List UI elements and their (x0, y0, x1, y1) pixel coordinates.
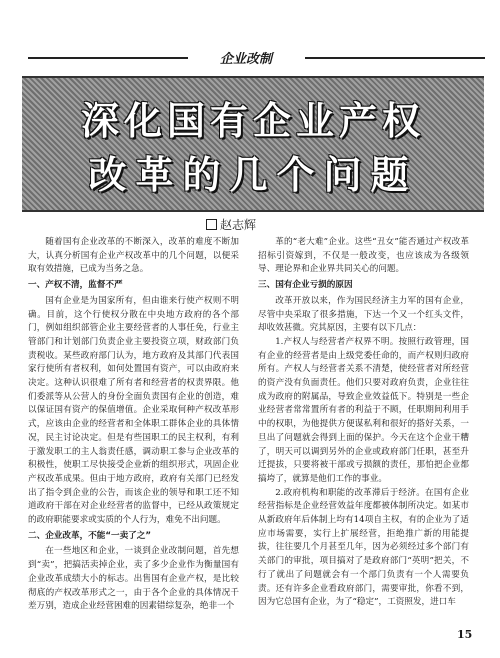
section-heading: 一、产权不清，监督不严 (28, 280, 123, 291)
section-rule-right (305, 57, 485, 59)
paragraph: 1.产权人与经营者产权界不明。按照行政管理，国有企业的经营者是由上级党委任命的，而产权则归政府所有。产权人与经营者关系不清楚，使经营者对所经营的资产没有负面责任。他们只要对政府负责，企业往往成为政府的附属品，导致企业效益低下。特别是一些企业经营者常常置所有者的利益于不顾，任职期间利用手中的权职，为他提供方便谋私利和很好的搭好关系，一旦出了问题就会得到上面的保护。今天在这个企业干糟了，明天可以调到另外的企业或政府部门任职，甚至升迁提拔，只要将被干部或亏损额的责任，那怕把企业都搞垮了，就算是他们工作的事业。 (258, 336, 469, 484)
byline-box-icon (206, 219, 217, 230)
title-banner (22, 76, 484, 212)
paragraph: 改革开放以来，作为国民经济主力军的国有企业，尽管中央采取了很多措施，下达一个又一个红头文件，却收效甚微。究其原因，主要有以下几点： (258, 295, 469, 334)
section-label: 企业改制 (219, 52, 272, 67)
paragraph: 国有企业是为国家所有，但由谁来行使产权则不明确。目前，这个行使权分散在中央地方政府的各个部门，例如组织部管企业主要经营者的人事任免，行业主管部门和计划部门负责企业主要投资立项，财政部门负责税收。某些政府部门认为，地方政府及其部门代表国家行使所有者权利，如何处置国有资产，可以由政府来决定。这种认识很难了所有者和经营者的权责界限。他们委派等从公营人的身份全面负责国有企业的创造，难以保证国有资产的保值增值。企业采取何种产权改革形式，应该由企业的经营者和全体职工群体企业的具体情况，民主讨论决定。但是有些国职工的民主权利，有利于激发职工的主人翁责任感，调动职工参与企业改革的积极性，使职工尽快接受企业新的组织形式，巩固企业产权改革成果。但由于地方政府，政府有关部门已经发出了指令到企业的公告，而该企业的领导和职工还不知道政府干部在对企业经营者的监督中，已经从政策规定的政府职能要求或实质的个人行为，难免不出问题。 (28, 295, 239, 526)
author-name: 赵志辉 (220, 218, 257, 232)
article-title-line-1: 深化国有企业产权 (80, 99, 425, 143)
section-heading: 二、企业改革，不能“一卖了之” (28, 530, 152, 541)
section-rule-left (28, 57, 188, 59)
byline (206, 216, 256, 233)
left-column (28, 236, 239, 622)
paragraph: 2.政府机构和职能的改革滞后于经济。在国有企业经营指标是企业经营效益年度都被体制所决定。如某市从新政府年后体制上均有14项自主权，有的企业为了适应市场需要，实行上扩展经营，拒绝推广新的用能提拔，往往要几个月甚至几年，因为必须经过多个部门有关部门的审批，项目搞对了是政府部门“英明”把关，不行了就出了问题就会有一个部门负责有一个人需要负责。还有许多企业看政府部门，需要审批，你看不到，因为它总国有企业，为了“稳定”，工资照发，进口车 (258, 487, 469, 608)
page-number: 15 (457, 628, 473, 641)
right-column (258, 236, 469, 622)
section-heading: 三、国有企业亏损的原因 (258, 280, 353, 291)
article-title-line-2: 改革的几个问题 (88, 153, 418, 197)
section-header (0, 46, 500, 70)
paragraph: 随着国有企业改革的不断深入，改革的难度不断加大，认真分析国有企业产权改革中的几个问题，以便采取有效措施，已成为当务之急。 (28, 237, 239, 275)
paragraph: 在一些地区和企业，一谈到企业改制问题，首先想到“卖”，把搞活卖掉企业，卖了多少企业作为衡量国有企业改革成绩大小的标志。出售国有企业产权，是比较彻底的产权改革形式之一，由于各个企业的具体情况千差万别，造成企业经营困难的因素错综复杂，绝非一个 (28, 546, 239, 612)
paragraph: 革的“老大难”企业。这些“丑女”能否通过产权改革招标引资嫁到，不仅是一般改变，也应该成为各级领导、理论界和企业界共同关心的问题。 (258, 237, 469, 275)
